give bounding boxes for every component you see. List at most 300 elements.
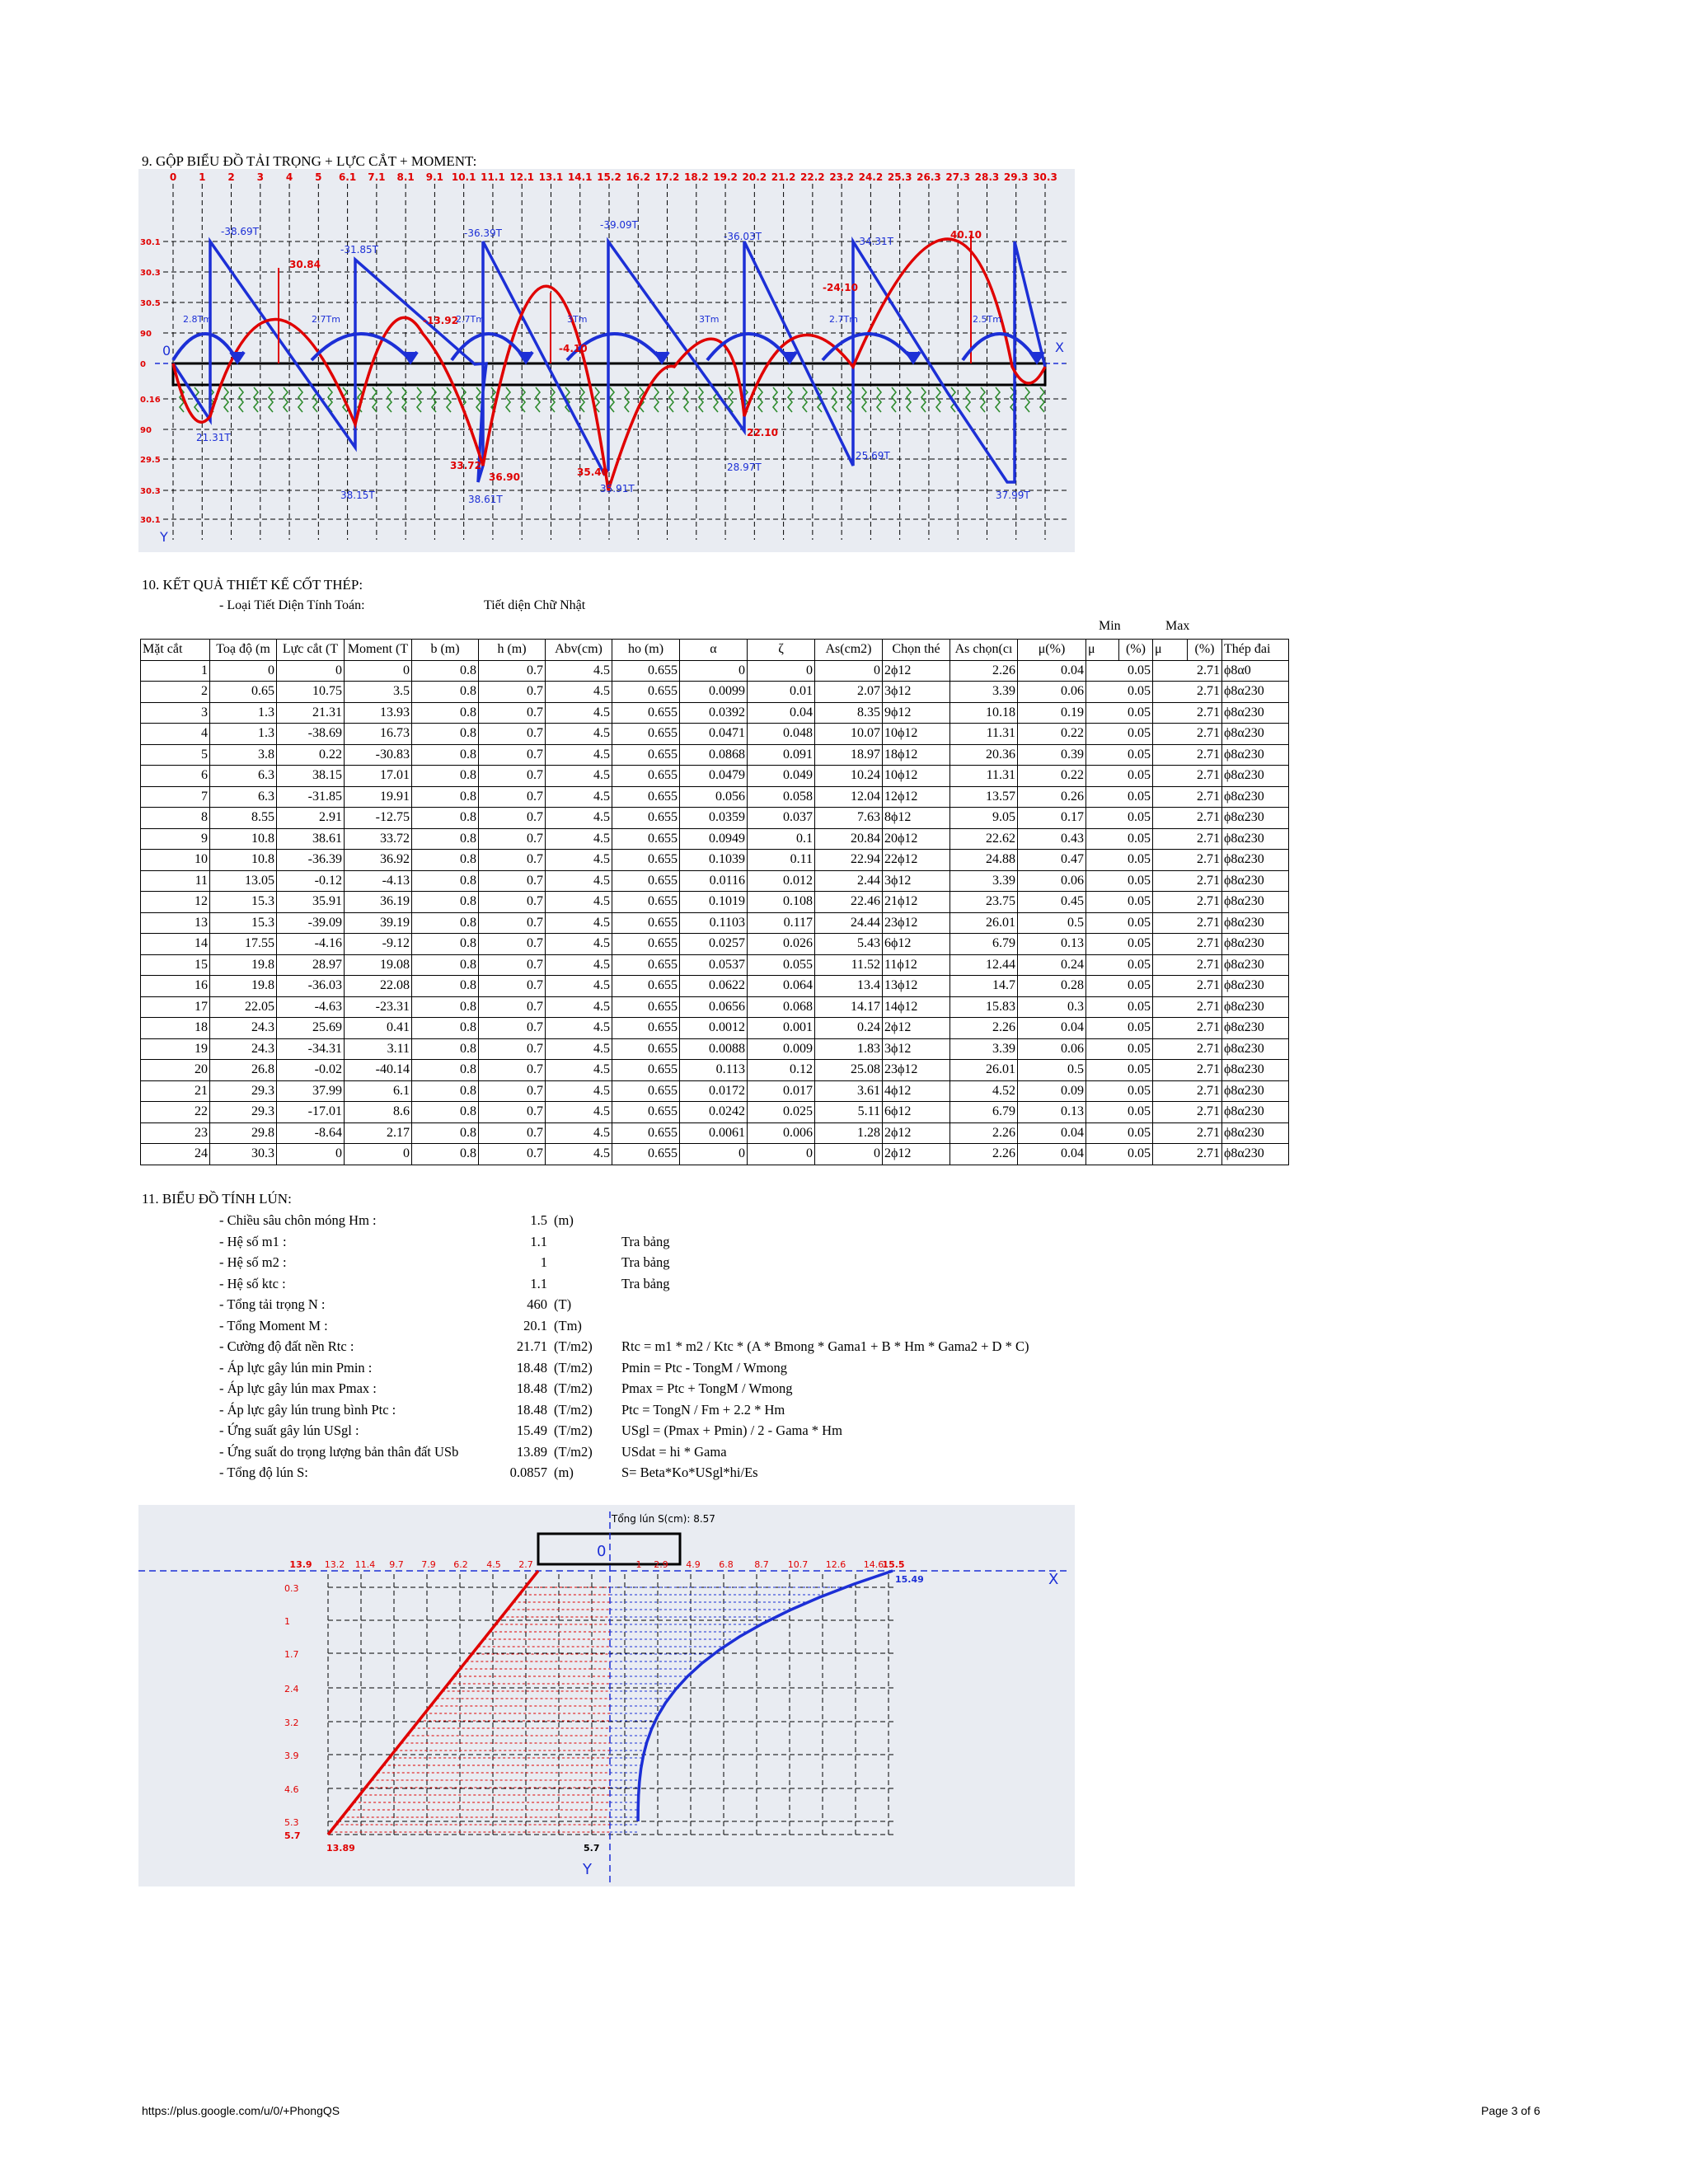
table-cell: 0.017: [748, 1080, 815, 1102]
table-cell: 15.83: [950, 996, 1018, 1018]
table-cell: 0.655: [612, 912, 680, 934]
table-cell: 3.11: [345, 1038, 412, 1060]
table-cell: 24.44: [815, 912, 883, 934]
table-cell: 0.19: [1018, 702, 1086, 724]
left-tick-label: 29.5: [140, 456, 161, 465]
table-cell: -0.12: [277, 870, 345, 892]
table-cell: 0.09: [1018, 1080, 1086, 1102]
table-cell: 0.3: [1018, 996, 1086, 1018]
table-cell: 0.7: [479, 892, 546, 913]
table-cell: 0.009: [748, 1038, 815, 1060]
table-cell: 19.08: [345, 954, 412, 976]
shear-label: 25.69T: [856, 450, 890, 462]
top-tick-label: 3: [256, 171, 264, 183]
table-cell: 25.08: [815, 1060, 883, 1081]
param-note: S= Beta*Ko*USgl*hi/Es: [621, 1465, 758, 1480]
shear-label: 21.31T: [196, 432, 231, 443]
moment-label: -13.92: [423, 315, 458, 326]
table-cell: 23ϕ12: [883, 912, 950, 934]
top-tick-label: 18.2: [683, 171, 709, 183]
shear-label: -36.03T: [724, 231, 762, 242]
table-cell: 0.05: [1086, 786, 1153, 808]
table-cell: 0.41: [345, 1018, 412, 1039]
table-cell: -0.02: [277, 1060, 345, 1081]
table-cell: 0.655: [612, 1080, 680, 1102]
table-cell: 2.71: [1153, 682, 1222, 703]
table-cell: ϕ8α230: [1222, 1038, 1289, 1060]
param-unit: (T/m2): [554, 1338, 593, 1354]
table-cell: ϕ8α230: [1222, 808, 1289, 829]
table-cell: 0: [345, 660, 412, 682]
table-cell: 2.71: [1153, 1018, 1222, 1039]
table-cell: 0.655: [612, 870, 680, 892]
load-label: 3Tm: [699, 314, 720, 325]
table-cell: 4.5: [546, 976, 612, 997]
table-cell: 4.5: [546, 892, 612, 913]
table-header-cell: α: [680, 640, 748, 661]
footer-url[interactable]: https://plus.google.com/u/0/+PhongQS: [142, 2104, 340, 2117]
table-row: [141, 660, 1289, 682]
table-cell: 1.28: [815, 1122, 883, 1144]
top-tick-label: 2: [227, 171, 235, 183]
table-cell: 0.0088: [680, 1038, 748, 1060]
table-cell: 2.44: [815, 870, 883, 892]
min-label: Min: [1099, 619, 1121, 633]
left-tick-label: 90: [140, 330, 152, 339]
table-cell: 5.11: [815, 1102, 883, 1123]
top-tick-label: 9.1: [425, 171, 444, 183]
table-cell: 21.31: [277, 702, 345, 724]
table-cell: 2.71: [1153, 744, 1222, 766]
table-cell: 0.8: [412, 660, 479, 682]
table-header-cell: Moment (T: [345, 640, 412, 661]
param-label: - Tổng Moment M :: [219, 1317, 328, 1333]
table-cell: 26.01: [950, 912, 1018, 934]
table-cell: 0.8: [412, 828, 479, 850]
table-cell: 0.05: [1086, 1144, 1153, 1165]
table-cell: 0.04: [1018, 1122, 1086, 1144]
table-cell: 6.3: [210, 766, 277, 787]
table-cell: 20.36: [950, 744, 1018, 766]
moment-label: 22.10: [747, 427, 778, 438]
table-cell: 0.13: [1018, 934, 1086, 955]
table-cell: 0.8: [412, 996, 479, 1018]
table-cell: 4.5: [546, 702, 612, 724]
param-value: 18.48: [516, 1401, 547, 1418]
table-cell: 0.7: [479, 912, 546, 934]
table-cell: 2ϕ12: [883, 1144, 950, 1165]
top-red-tick: 4.5: [486, 1559, 501, 1570]
table-cell: 0.05: [1086, 660, 1153, 682]
table-cell: 0.7: [479, 996, 546, 1018]
table-cell: 10.18: [950, 702, 1018, 724]
table-cell: ϕ8α230: [1222, 1080, 1289, 1102]
table-cell: 0.012: [748, 870, 815, 892]
table-cell: 2.71: [1153, 1080, 1222, 1102]
param-unit: (T/m2): [554, 1380, 593, 1396]
table-header-cell: μ(%): [1018, 640, 1086, 661]
table-cell: 0.5: [1018, 1060, 1086, 1081]
table-header-cell: Mặt cắt: [141, 640, 210, 661]
table-cell: 0.45: [1018, 892, 1086, 913]
table-cell: -36.03: [277, 976, 345, 997]
param-label: - Tổng độ lún S:: [219, 1465, 308, 1480]
table-row: [141, 682, 1289, 703]
table-cell: 22.94: [815, 850, 883, 871]
table-cell: 0.655: [612, 808, 680, 829]
table-cell: 0.7: [479, 724, 546, 745]
table-cell: ϕ8α230: [1222, 786, 1289, 808]
table-row: [141, 892, 1289, 913]
table-cell: 12: [141, 892, 210, 913]
table-cell: 0.05: [1086, 892, 1153, 913]
top-tick-label: 14.1: [567, 171, 593, 183]
table-cell: 11.31: [950, 724, 1018, 745]
table-cell: 6.3: [210, 786, 277, 808]
table-cell: 25.69: [277, 1018, 345, 1039]
table-cell: 1.83: [815, 1038, 883, 1060]
param-note: Tra bảng: [621, 1254, 670, 1270]
shear-label: 28.97T: [727, 462, 762, 473]
table-cell: -9.12: [345, 934, 412, 955]
table-cell: 24.3: [210, 1038, 277, 1060]
table-cell: 18ϕ12: [883, 744, 950, 766]
table-cell: 0.0868: [680, 744, 748, 766]
left-tick-label: 30.3: [140, 269, 161, 278]
table-cell: 0: [345, 1144, 412, 1165]
table-row: [141, 828, 1289, 850]
table-cell: 0.7: [479, 660, 546, 682]
table-cell: 0.05: [1086, 1080, 1153, 1102]
table-cell: ϕ8α0: [1222, 660, 1289, 682]
table-cell: 0.17: [1018, 808, 1086, 829]
table-cell: 4.5: [546, 1080, 612, 1102]
table-cell: 12.04: [815, 786, 883, 808]
table-cell: 22.62: [950, 828, 1018, 850]
table-cell: 10.07: [815, 724, 883, 745]
table-cell: 13ϕ12: [883, 976, 950, 997]
table-row: [141, 912, 1289, 934]
table-cell: 0.8: [412, 702, 479, 724]
table-cell: 0.0012: [680, 1018, 748, 1039]
table-cell: 0.048: [748, 724, 815, 745]
param-value: 15.49: [516, 1422, 547, 1438]
table-cell: 0.7: [479, 766, 546, 787]
table-cell: 0.8: [412, 1018, 479, 1039]
table-cell: 0.026: [748, 934, 815, 955]
table-row: [141, 954, 1289, 976]
table-cell: 0.655: [612, 850, 680, 871]
table-cell: 3.61: [815, 1080, 883, 1102]
param-unit: (Tm): [554, 1317, 582, 1333]
table-cell: 0: [815, 1144, 883, 1165]
table-cell: 0.05: [1086, 912, 1153, 934]
table-cell: 0.8: [412, 682, 479, 703]
table-cell: 6ϕ12: [883, 934, 950, 955]
table-cell: 0.05: [1086, 976, 1153, 997]
table-cell: 0.068: [748, 996, 815, 1018]
table-cell: 0.8: [412, 724, 479, 745]
top-tick-label: 11.1: [481, 171, 505, 183]
table-cell: 0.8: [412, 1144, 479, 1165]
top-red-tick: 13.9: [289, 1559, 312, 1570]
param-value: 21.71: [516, 1338, 547, 1354]
table-cell: 0.7: [479, 850, 546, 871]
table-cell: 4.5: [546, 1122, 612, 1144]
table-cell: 0.655: [612, 1144, 680, 1165]
table-cell: -39.09: [277, 912, 345, 934]
table-cell: 0.1103: [680, 912, 748, 934]
table-cell: 10.24: [815, 766, 883, 787]
table-cell: 0.8: [412, 786, 479, 808]
table-cell: 0.05: [1086, 954, 1153, 976]
table-cell: 0.655: [612, 976, 680, 997]
table-cell: 2.71: [1153, 912, 1222, 934]
param-unit: (m): [554, 1465, 574, 1480]
param-note: Tra bảng: [621, 1275, 670, 1291]
top-tick-label: 26.3: [917, 171, 941, 183]
table-cell: 14ϕ12: [883, 996, 950, 1018]
table-cell: ϕ8α230: [1222, 954, 1289, 976]
table-cell: 4.5: [546, 1038, 612, 1060]
table-cell: 0.05: [1086, 1122, 1153, 1144]
table-cell: 4.52: [950, 1080, 1018, 1102]
table-cell: 4.5: [546, 1018, 612, 1039]
table-cell: 11ϕ12: [883, 954, 950, 976]
table-cell: 0.037: [748, 808, 815, 829]
table-cell: 0.7: [479, 702, 546, 724]
top-tick-label: 1: [199, 171, 206, 183]
table-cell: 10.8: [210, 828, 277, 850]
table-cell: 7: [141, 786, 210, 808]
top-tick-label: 7.1: [368, 171, 386, 183]
table-cell: 0.655: [612, 1018, 680, 1039]
table-cell: 12.44: [950, 954, 1018, 976]
table-cell: 0.8: [412, 934, 479, 955]
table-cell: 3.5: [345, 682, 412, 703]
table-cell: 0.655: [612, 766, 680, 787]
shear-label: -31.85T: [340, 244, 379, 255]
param-value: 460: [527, 1296, 547, 1312]
table-cell: 0.8: [412, 870, 479, 892]
table-cell: 2.71: [1153, 1122, 1222, 1144]
load-label: 2.7Tm: [456, 314, 485, 325]
table-cell: 13.93: [345, 702, 412, 724]
table-cell: ϕ8α230: [1222, 828, 1289, 850]
param-note: Tra bảng: [621, 1233, 670, 1249]
top-blue-tick: 14.6: [863, 1559, 884, 1570]
table-cell: ϕ8α230: [1222, 744, 1289, 766]
footer-page: Page 3 of 6: [1481, 2104, 1540, 2117]
param-label: - Hệ số ktc :: [219, 1275, 286, 1291]
settlement-origin: 0: [597, 1543, 607, 1560]
table-cell: 0: [277, 1144, 345, 1165]
param-value: 1: [540, 1254, 547, 1270]
table-cell: 0.24: [815, 1018, 883, 1039]
table-cell: 0.7: [479, 808, 546, 829]
top-tick-label: 27.3: [945, 171, 971, 183]
table-cell: 3ϕ12: [883, 682, 950, 703]
table-cell: 0.7: [479, 870, 546, 892]
top-tick-label: 20.2: [742, 171, 767, 183]
table-cell: 5.43: [815, 934, 883, 955]
table-cell: 0.05: [1086, 996, 1153, 1018]
top-tick-label: 8.1: [396, 171, 415, 183]
param-label: - Áp lực gây lún trung bình Ptc :: [219, 1401, 396, 1418]
table-cell: 4: [141, 724, 210, 745]
top-blue-tick: 10.7: [787, 1559, 809, 1570]
param-unit: (T/m2): [554, 1422, 593, 1438]
table-cell: 22: [141, 1102, 210, 1123]
table-cell: ϕ8α230: [1222, 976, 1289, 997]
table-cell: 38.61: [277, 828, 345, 850]
table-cell: -30.83: [345, 744, 412, 766]
table-cell: ϕ8α230: [1222, 934, 1289, 955]
table-cell: 0.001: [748, 1018, 815, 1039]
table-cell: -12.75: [345, 808, 412, 829]
table-cell: 0.7: [479, 786, 546, 808]
table-cell: 0.7: [479, 1102, 546, 1123]
table-row: [141, 850, 1289, 871]
depth-tick-label: 5.3: [284, 1817, 299, 1828]
shear-label: -39.09T: [600, 219, 639, 231]
depth-tick-label: 3.2: [284, 1718, 299, 1728]
left-tick-label: 30.1: [140, 238, 161, 247]
table-cell: 0.22: [1018, 766, 1086, 787]
param-note: Ptc = TongN / Fm + 2.2 * Hm: [621, 1401, 785, 1418]
table-cell: 4.5: [546, 808, 612, 829]
table-cell: 4.5: [546, 660, 612, 682]
table-cell: -4.16: [277, 934, 345, 955]
section11-title: 11. BIỂU ĐỒ TÍNH LÚN:: [142, 1191, 292, 1207]
table-cell: 0.8: [412, 1122, 479, 1144]
settlement-axis-y: Y: [583, 1861, 592, 1878]
table-cell: -4.13: [345, 870, 412, 892]
combined-diagram: [138, 169, 1075, 552]
table-cell: 0.655: [612, 1060, 680, 1081]
table-cell: 4.5: [546, 682, 612, 703]
load-label: 2.5Tm: [973, 314, 1001, 325]
table-cell: 0.8: [412, 1038, 479, 1060]
table-cell: 1.3: [210, 724, 277, 745]
param-value: 18.48: [516, 1380, 547, 1396]
table-cell: 0.05: [1086, 870, 1153, 892]
table-cell: 13.4: [815, 976, 883, 997]
table-cell: -38.69: [277, 724, 345, 745]
moment-label: 30.84: [289, 259, 321, 270]
table-cell: 2.26: [950, 1018, 1018, 1039]
table-cell: 0.0257: [680, 934, 748, 955]
table-cell: 13.05: [210, 870, 277, 892]
table-cell: 10.8: [210, 850, 277, 871]
table-cell: 2.26: [950, 1122, 1018, 1144]
left-tick-label: 0: [140, 360, 146, 369]
table-cell: 4.5: [546, 850, 612, 871]
table-cell: 21ϕ12: [883, 892, 950, 913]
table-cell: 0.091: [748, 744, 815, 766]
table-header-cell: h (m): [479, 640, 546, 661]
settlement-background: [138, 1505, 1075, 1886]
table-header-cell: As chọn(cı: [950, 640, 1018, 661]
table-cell: 0.025: [748, 1102, 815, 1123]
table-cell: 0.06: [1018, 682, 1086, 703]
table-cell: 0.47: [1018, 850, 1086, 871]
table-cell: 22.46: [815, 892, 883, 913]
table-cell: 2.71: [1153, 786, 1222, 808]
table-cell: 2.71: [1153, 976, 1222, 997]
table-cell: ϕ8α230: [1222, 1122, 1289, 1144]
table-cell: 4.5: [546, 912, 612, 934]
table-cell: -17.01: [277, 1102, 345, 1123]
table-row: [141, 870, 1289, 892]
depth-tick-label: 1.7: [284, 1649, 299, 1660]
table-header-cell: (%): [1188, 640, 1222, 661]
load-label: 2.7Tm: [829, 314, 858, 325]
table-cell: 24.3: [210, 1018, 277, 1039]
table-cell: 0.0392: [680, 702, 748, 724]
table-cell: 0.7: [479, 976, 546, 997]
table-header-cell: Chọn thé: [883, 640, 950, 661]
shear-label: 38.15T: [340, 490, 375, 501]
top-tick-label: 0: [169, 171, 177, 183]
table-cell: ϕ8α230: [1222, 682, 1289, 703]
table-cell: 0.05: [1086, 724, 1153, 745]
table-cell: 2.71: [1153, 892, 1222, 913]
table-cell: 0.8: [412, 808, 479, 829]
table-cell: 3ϕ12: [883, 870, 950, 892]
shear-label: 38.61T: [468, 494, 503, 505]
table-cell: -8.64: [277, 1122, 345, 1144]
table-cell: 0.43: [1018, 828, 1086, 850]
param-note: USgl = (Pmax + Pmin) / 2 - Gama * Hm: [621, 1422, 842, 1438]
table-cell: 2ϕ12: [883, 1018, 950, 1039]
table-cell: 0.7: [479, 934, 546, 955]
table-cell: 0.04: [1018, 1018, 1086, 1039]
table-cell: 0: [277, 660, 345, 682]
table-row: [141, 1102, 1289, 1123]
table-cell: 0.05: [1086, 828, 1153, 850]
table-cell: 15: [141, 954, 210, 976]
table-cell: 23: [141, 1122, 210, 1144]
table-cell: 19.8: [210, 954, 277, 976]
table-cell: -4.63: [277, 996, 345, 1018]
table-cell: 0.7: [479, 744, 546, 766]
top-tick-label: 25.3: [887, 171, 912, 183]
table-cell: 8.6: [345, 1102, 412, 1123]
table-cell: 4.5: [546, 1060, 612, 1081]
table-cell: 8: [141, 808, 210, 829]
table-cell: 0.04: [1018, 660, 1086, 682]
table-cell: 22.05: [210, 996, 277, 1018]
table-cell: 0.0656: [680, 996, 748, 1018]
table-row: [141, 996, 1289, 1018]
table-cell: 2.71: [1153, 1060, 1222, 1081]
table-cell: 0.655: [612, 892, 680, 913]
table-cell: 0.05: [1086, 702, 1153, 724]
table-cell: 9: [141, 828, 210, 850]
table-cell: -31.85: [277, 786, 345, 808]
table-cell: 29.3: [210, 1080, 277, 1102]
table-cell: 0: [748, 1144, 815, 1165]
param-value: 0.0857: [509, 1465, 547, 1480]
table-cell: 0.0479: [680, 766, 748, 787]
table-cell: 10: [141, 850, 210, 871]
axis-x-label: X: [1055, 340, 1064, 355]
table-cell: -40.14: [345, 1060, 412, 1081]
top-blue-tick: 4.9: [686, 1559, 701, 1570]
table-cell: 2.71: [1153, 1144, 1222, 1165]
table-cell: 13.57: [950, 786, 1018, 808]
